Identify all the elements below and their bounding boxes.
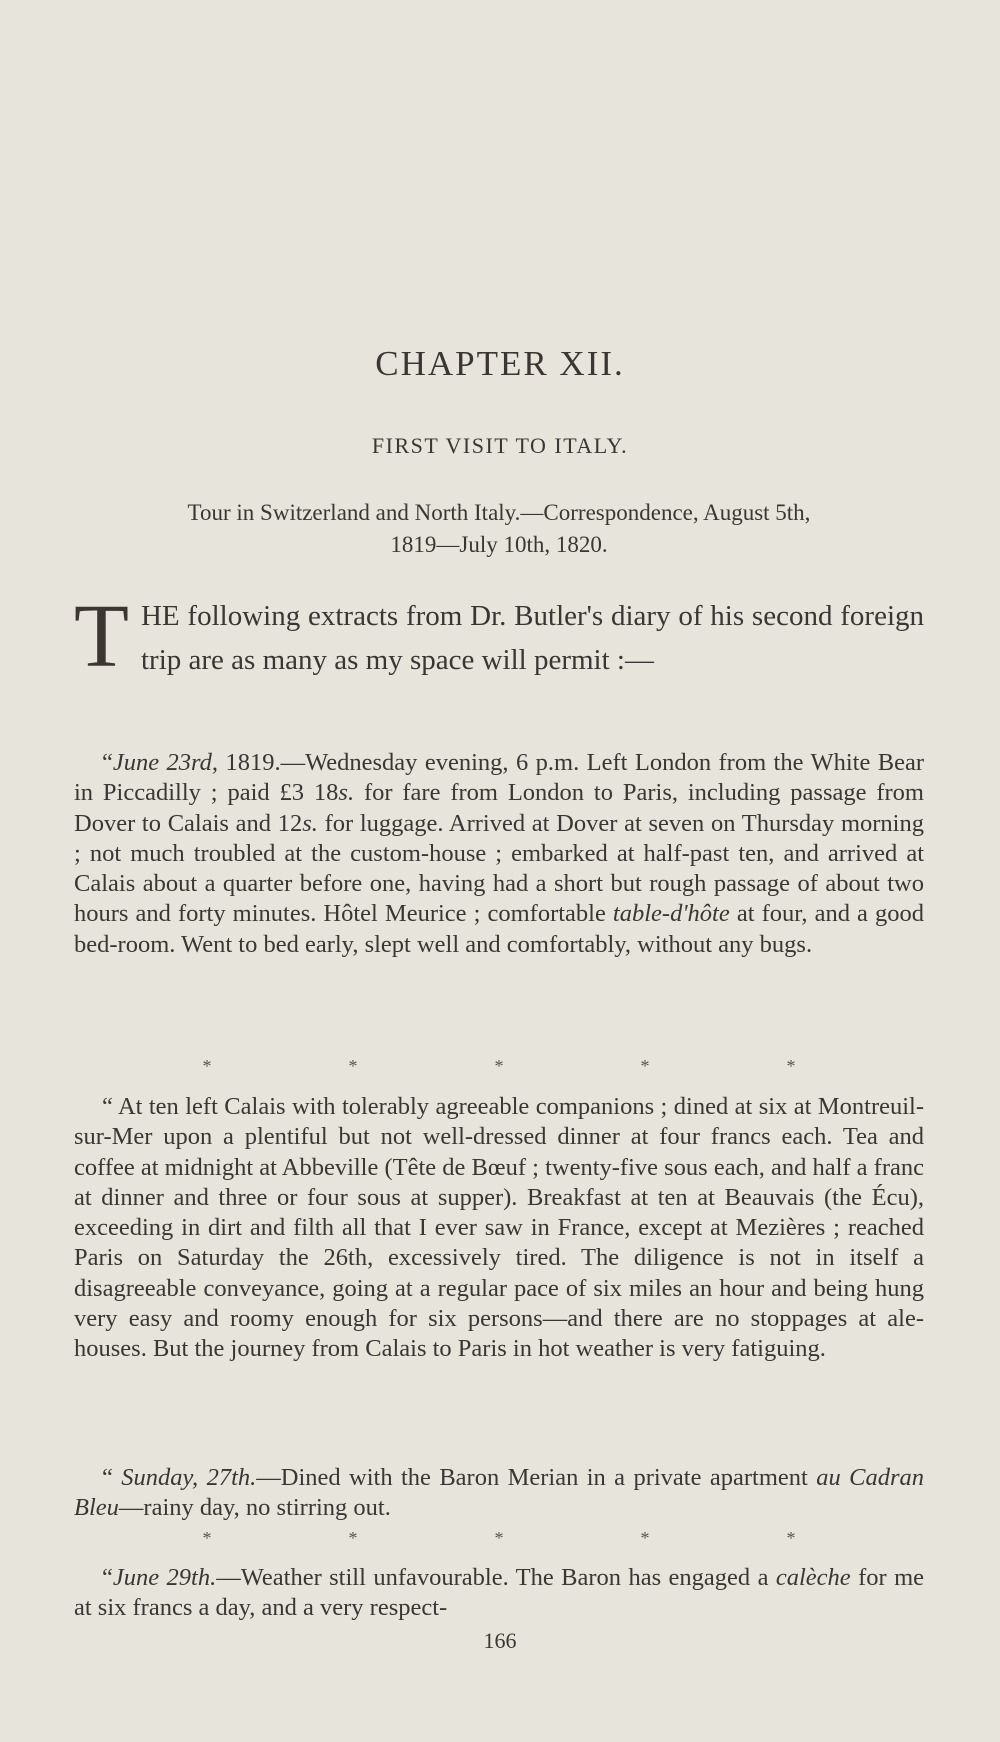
- star: *: [494, 1056, 504, 1076]
- chapter-summary-line-1: Tour in Switzerland and North Italy.—Correspondence, August 5th,: [187, 500, 811, 525]
- diary-entry-june-29: [74, 1563, 924, 1624]
- entry-date: June 29th.: [112, 1564, 217, 1591]
- entry-date: Sunday, 27th.: [121, 1464, 257, 1491]
- entry-text: for fare from London to Paris, including passage from Dover to Calais and 12: [74, 779, 924, 837]
- star: *: [202, 1056, 212, 1076]
- chapter-subtitle: FIRST VISIT TO ITALY.: [371, 433, 629, 458]
- intro-paragraph: [74, 587, 924, 686]
- star: *: [786, 1528, 796, 1548]
- diary-entry-calais-to-paris: “ At ten left Calais with tolerably agreeable companions ; dined at six at Montreuil-sur-Mer upon a plentiful but not well-dressed dinner at four francs each. Tea and coffee at midnight at Abbeville (Tête de Bœuf ; twenty-five sous each, and half a franc at dinner and three or four sous at supper). Breakfast at ten at Beauvais (the Écu), exceeding in dirt and filth all that I ever saw in France, except at Mezières ; reached Paris on Saturday the 26th, excessively tired. The diligence is not in itself a disagreeable conveyance, going at a regular pace of six miles an hour and being hung very easy and roomy enough for six persons—and there are no stoppages at ale-houses. But the journey from Calais to Paris in hot weather is very fatiguing.: [74, 1093, 924, 1363]
- entry-text: for luggage. Arrived at Dover at seven on Thursday morning ; not much troubled at the custom-house ; embarked at half-past ten, and arrived at Calais about a quarter before one, having had a short but rough passage of about two hours and forty minutes. Hôtel Meurice ; comfortable: [74, 809, 924, 928]
- star: *: [202, 1528, 212, 1548]
- open-quote: “: [102, 1564, 113, 1591]
- entry-text: 1819.—Wednesday evening, 6 p.m. Left London from the White Bear in Piccadilly ; paid £3 18: [74, 749, 925, 807]
- entry-text: —Dined with the Baron Merian in a private apartment: [256, 1464, 817, 1491]
- open-quote: “: [102, 749, 113, 776]
- entry-italic: au Cadran Bleu: [74, 1464, 924, 1522]
- entry-text: at four, and a good bed-room. Went to bed early, slept well and comfortably, without any bugs.: [74, 900, 924, 958]
- section-break-stars: [74, 1528, 924, 1549]
- entry-italic: s.: [338, 779, 355, 807]
- star: *: [640, 1528, 650, 1548]
- entry-text: —rainy day, no stirring out.: [118, 1494, 391, 1522]
- entry-italic: table-d'hôte: [612, 900, 730, 928]
- entry-italic: s.: [302, 809, 318, 837]
- chapter-summary-line-2: 1819—July 10th, 1820.: [390, 532, 608, 557]
- intro-text: HE following extracts from Dr. Butler's diary of his second foreign trip are as many as my space will permit :—: [140, 600, 924, 676]
- star: *: [786, 1056, 796, 1076]
- entry-italic: calèche: [775, 1564, 851, 1591]
- diary-entry-june-23: [74, 748, 924, 960]
- section-break-stars: [74, 1056, 924, 1077]
- star: *: [348, 1056, 358, 1076]
- entry-text: for me at six francs a day, and a very respect-: [74, 1564, 925, 1622]
- chapter-summary: [74, 497, 924, 561]
- entry-text: —Weather still unfavourable. The Baron has engaged a: [216, 1564, 776, 1591]
- star: *: [640, 1056, 650, 1076]
- open-quote: “: [102, 1464, 122, 1491]
- chapter-title: CHAPTER XII.: [375, 344, 625, 383]
- entry-date: June 23rd,: [112, 749, 219, 776]
- drop-cap: T: [74, 587, 129, 686]
- diary-entry-sunday-27: [74, 1463, 924, 1524]
- star: *: [494, 1528, 504, 1548]
- page-number: 166: [483, 1628, 517, 1653]
- star: *: [348, 1528, 358, 1548]
